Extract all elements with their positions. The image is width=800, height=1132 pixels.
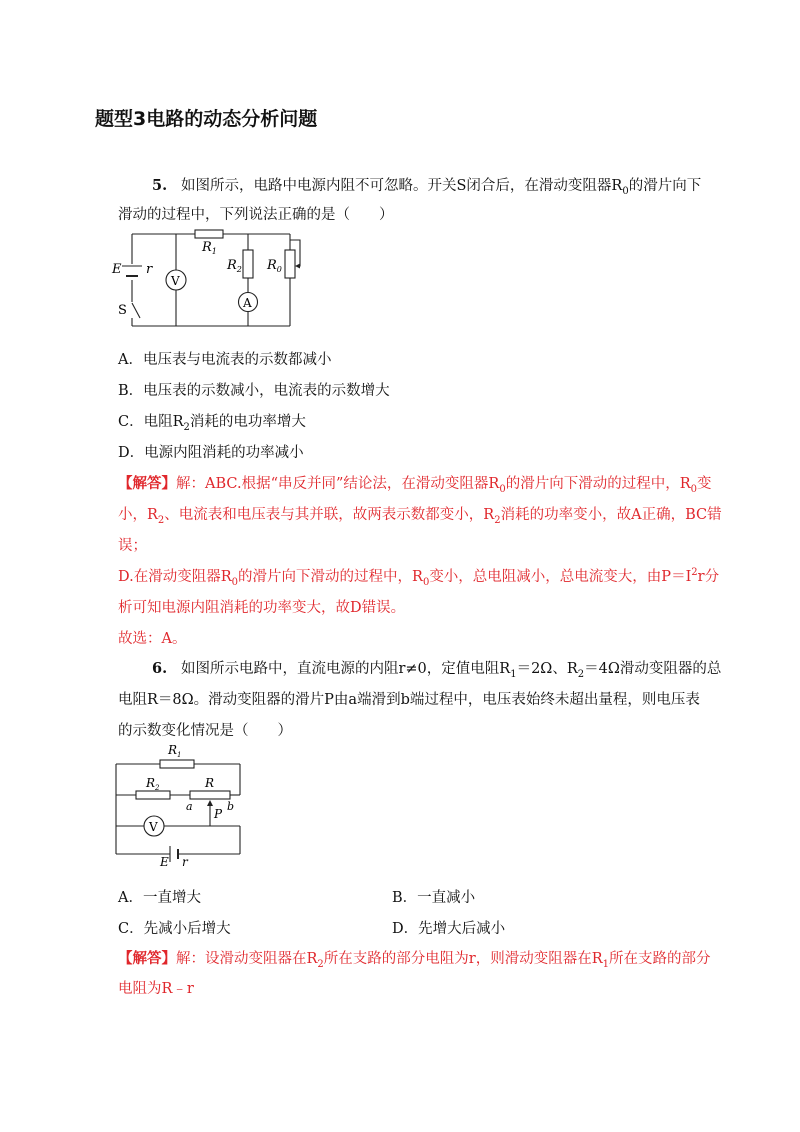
- question-number: 5.: [152, 177, 168, 194]
- label-E: E: [112, 262, 122, 277]
- label-P: P: [214, 807, 223, 821]
- option-a[interactable]: A．一直增大: [118, 890, 201, 906]
- label-R0: $R_0$: [267, 258, 282, 274]
- voltmeter-label: V: [149, 820, 158, 834]
- label-b: b: [227, 800, 235, 813]
- answer-6-line1: 【解答】解：设滑动变阻器在$R_2$所在支路的部分电阻为r，则滑动变阻器在$R_1$所在支路的部分: [118, 950, 711, 970]
- answer-6-line2: 电阻为R﹣r: [118, 981, 194, 997]
- answer-5-line6: 故选：A。: [118, 631, 187, 647]
- label-E: E: [160, 855, 169, 868]
- circuit-diagram-q5: [110, 226, 310, 334]
- label-R2: $R_2$: [146, 776, 160, 792]
- label-r: r: [182, 855, 188, 868]
- option-d[interactable]: D．电源内阻消耗的功率减小: [118, 445, 304, 461]
- answer-5-line1: 【解答】解：ABC.根据“串反并同”结论法，在滑动变阻器$R_0$的滑片向下滑动的过程中，$R_0$变: [118, 475, 712, 495]
- option-a[interactable]: A．电压表与电流表的示数都减小: [118, 352, 332, 368]
- label-R1: $R_1$: [168, 743, 182, 759]
- question-number: 6.: [152, 660, 168, 677]
- circuit-diagram-q6: [110, 742, 250, 868]
- option-c[interactable]: C．电阻$R_2$消耗的电功率增大: [118, 414, 306, 433]
- label-R1: $R_1$: [202, 240, 217, 256]
- question-6-stem-line1: 6. 如图所示电路中，直流电源的内阻r≠0，定值电阻$R_1=2\Omega$、$R_2=4\Omega$滑动变阻器的总: [152, 660, 722, 680]
- label-r: r: [146, 262, 153, 277]
- answer-5-line2: 小，$R_2$、电流表和电压表与其并联，故两表示数都变小，$R_2$消耗的功率变小，故A正确，BC错: [118, 507, 722, 526]
- answer-5-line4: D.在滑动变阻器$R_0$的滑片向下滑动的过程中，$R_0$变小，总电阻减小，总电流变大，由$P=I^2r$分: [118, 567, 720, 588]
- label-R2: $R_2$: [227, 258, 242, 274]
- question-6-stem-line2: 电阻R＝8Ω。滑动变阻器的滑片P由a端滑到b端过程中，电压表始终未超出量程，则电压表: [118, 692, 700, 708]
- question-6-stem-line3: 的示数变化情况是（ ）: [118, 723, 292, 739]
- option-b[interactable]: B．电压表的示数减小，电流表的示数增大: [118, 383, 390, 399]
- label-S: S: [118, 303, 127, 318]
- page-title: 题型3电路的动态分析问题: [95, 108, 318, 130]
- option-d[interactable]: D．先增大后减小: [392, 921, 506, 937]
- label-R: R: [205, 776, 215, 790]
- option-c[interactable]: C．先减小后增大: [118, 921, 231, 937]
- answer-5-line3: 误；: [118, 538, 147, 554]
- ammeter-label: A: [243, 296, 252, 310]
- question-5-stem-line1: 5. 如图所示，电路中电源内阻不可忽略。开关S闭合后，在滑动变阻器$R_0$的滑片向下: [152, 177, 702, 197]
- voltmeter-label: V: [171, 274, 180, 288]
- option-b[interactable]: B．一直减小: [392, 890, 476, 906]
- question-5-stem-line2: 滑动的过程中，下列说法正确的是（ ）: [118, 207, 394, 223]
- label-a: a: [186, 800, 193, 813]
- answer-5-line5: 析可知电源内阻消耗的功率变大，故D错误。: [118, 600, 406, 616]
